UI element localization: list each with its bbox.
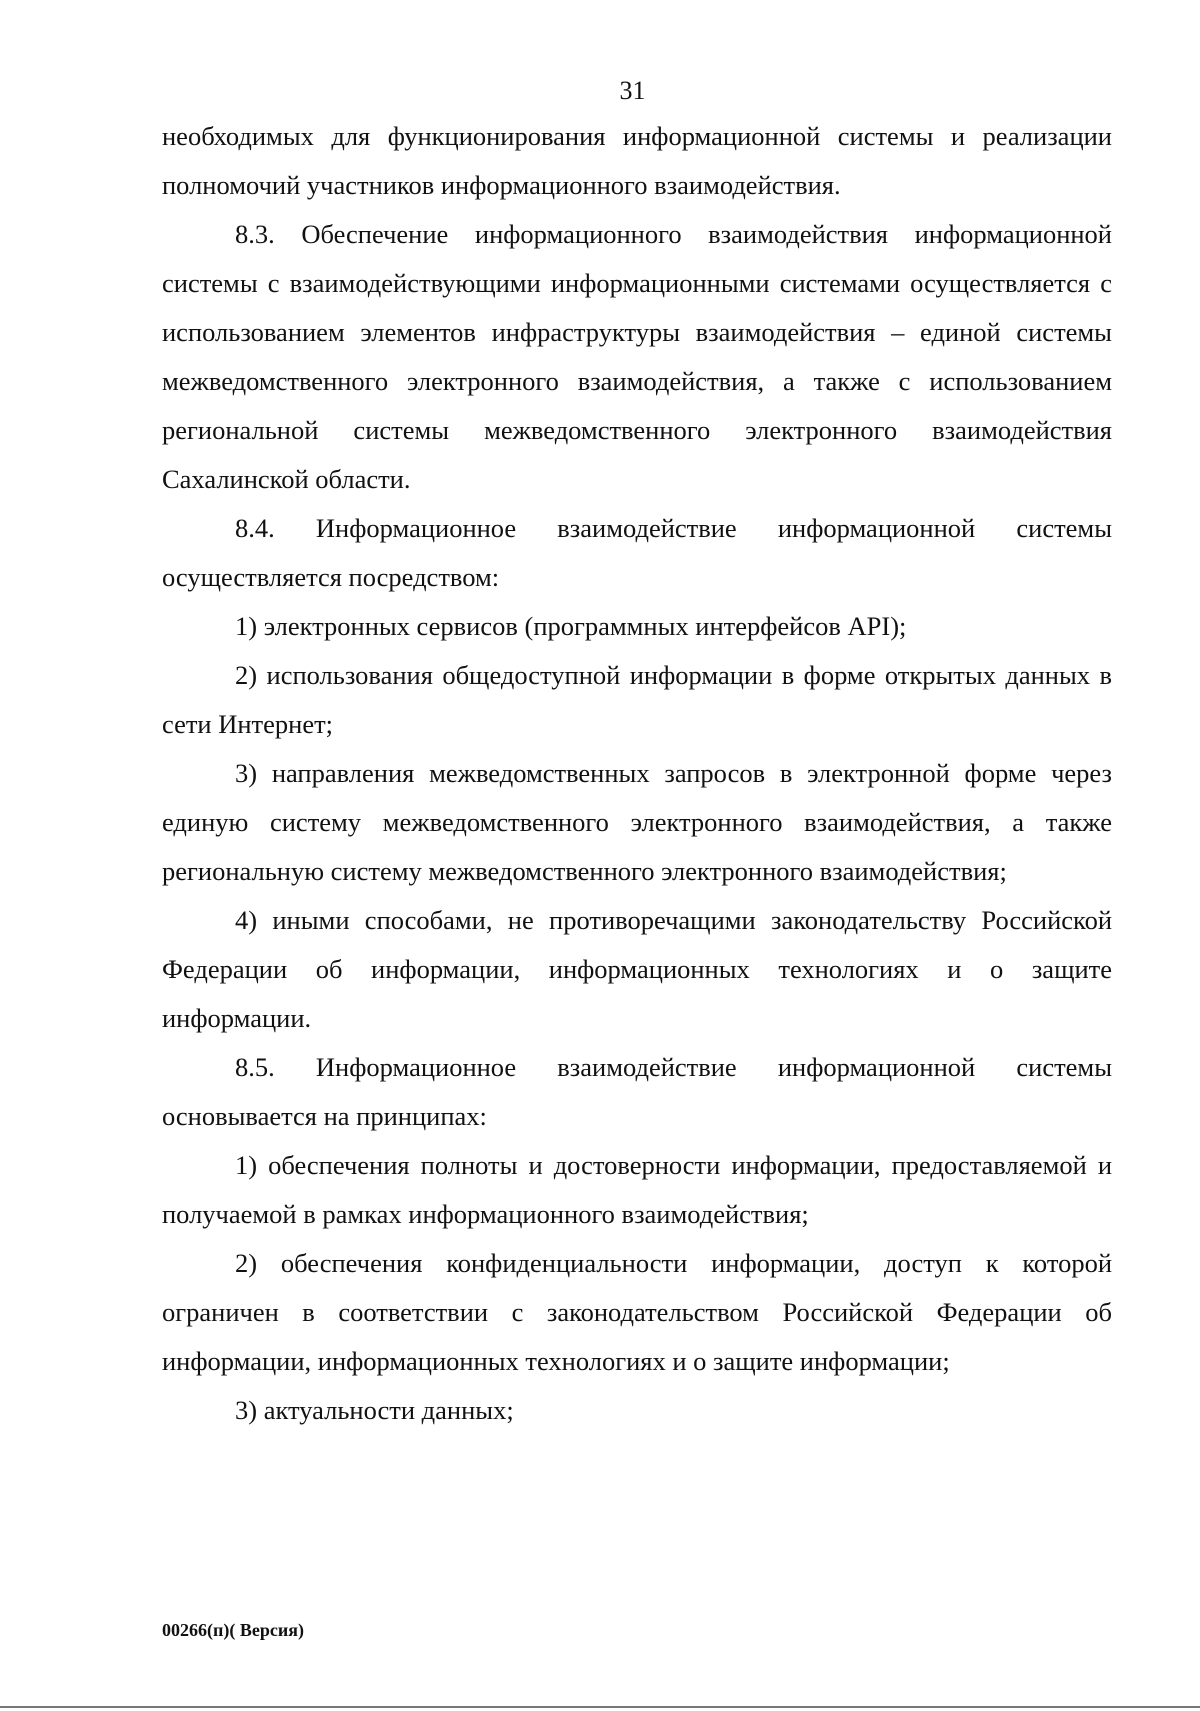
bottom-edge-line [0,1706,1200,1708]
page-number: 31 [619,76,646,105]
paragraph-8-5: 8.5. Информационное взаимодействие информационной системы основывается на принципах: [162,1052,1112,1131]
list-item-8-5-3: 3) актуальности данных; [235,1395,514,1425]
document-body [162,112,1112,1435]
paragraph-8-3: 8.3. Обеспечение информационного взаимодействия информационной системы с взаимодействующими информационными системами осуществляется с использованием элементов инфраструктуры взаимодействия – единой системы межведомственного электронного взаимодействия, а также с использованием региональной системы межведомственного электронного взаимодействия Сахалинской области. [162,219,1112,494]
list-item-8-4-3: 3) направления межведомственных запросов в электронной форме через единую систему межведомственного электронного взаимодействия, а также региональную систему межведомственного электронного взаимодействия; [162,758,1112,886]
paragraph-continuation: необходимых для функционирования информационной системы и реализации полномочий участников информационного взаимодействия. [162,121,1112,200]
list-item-8-4-1: 1) электронных сервисов (программных интерфейсов API); [235,611,907,641]
list-item-8-5-2: 2) обеспечения конфиденциальности информации, доступ к которой ограничен в соответствии с законодательством Российской Федерации об информации, информационных технологиях и о защите информации; [162,1248,1112,1376]
list-item-8-4-4: 4) иными способами, не противоречащими законодательству Российской Федерации об информации, информационных технологиях и о защите информации. [162,905,1112,1033]
list-item-8-4-2: 2) использования общедоступной информации в форме открытых данных в сети Интернет; [162,660,1112,739]
footer-document-code: 00266(п)( Версия) [162,1620,304,1640]
paragraph-8-4: 8.4. Информационное взаимодействие информационной системы осуществляется посредством: [162,513,1112,592]
list-item-8-5-1: 1) обеспечения полноты и достоверности информации, предоставляемой и получаемой в рамках информационного взаимодействия; [162,1150,1112,1229]
